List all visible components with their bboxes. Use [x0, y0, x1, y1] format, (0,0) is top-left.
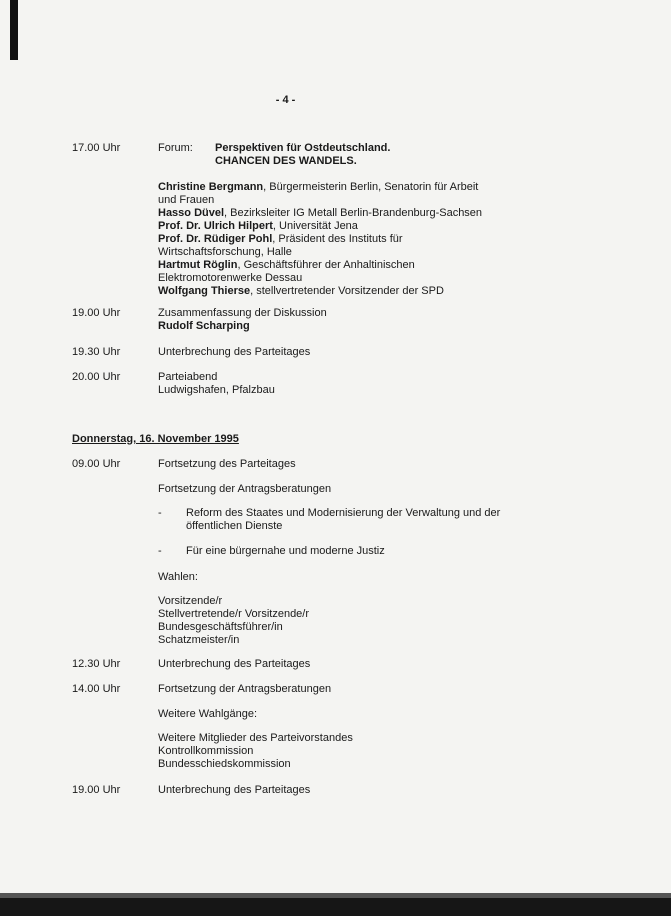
election-item: Schatzmeister/in: [158, 634, 240, 646]
time-break: 19.30 Uhr: [72, 346, 121, 358]
forum-title: [215, 142, 390, 168]
participant-list: [158, 181, 482, 298]
forum-title-line-2: CHANCEN DES WANDELS.: [215, 155, 357, 167]
further-list: [158, 732, 353, 771]
continue-text: Fortsetzung des Parteitages: [158, 458, 296, 470]
bullet-item: Reform des Staates und Modernisierung der Verwaltung und der öffentlichen Dienste: [186, 507, 501, 532]
election-item: Vorsitzende/r: [158, 595, 223, 607]
participant-line: und Frauen: [158, 194, 215, 206]
afternoon-text: Fortsetzung der Antragsberatungen: [158, 683, 332, 695]
bullet-item: Für eine bürgernahe und moderne Justiz: [186, 545, 385, 557]
forum-title-line-1: Perspektiven für Ostdeutschland.: [215, 142, 391, 154]
evening-location: Ludwigshafen, Pfalzbau: [158, 384, 275, 396]
break-noon-text: Unterbrechung des Parteitages: [158, 658, 311, 670]
further-item: Bundesschiedskommission: [158, 758, 291, 770]
participant-line: Wirtschaftsforschung, Halle: [158, 246, 292, 258]
break-evening-text: Unterbrechung des Parteitages: [158, 784, 311, 796]
time-break-evening: 19.00 Uhr: [72, 784, 121, 796]
time-summary: 19.00 Uhr: [72, 307, 121, 319]
break-text: Unterbrechung des Parteitages: [158, 346, 311, 358]
day-heading: Donnerstag, 16. November 1995: [72, 433, 239, 445]
time-break-noon: 12.30 Uhr: [72, 658, 121, 670]
election-item: Stellvertretende/r Vorsitzende/r: [158, 608, 310, 620]
participant-line: Elektromotorenwerke Dessau: [158, 272, 303, 284]
elections-label: Wahlen:: [158, 571, 198, 583]
scan-edge-bottom: [0, 898, 671, 916]
participant-line: Christine Bergmann, Bürgermeisterin Berlin, Senatorin für Arbeit: [158, 181, 479, 193]
elections-list: [158, 595, 309, 647]
participant-line: Wolfgang Thierse, stellvertretender Vorsitzender der SPD: [158, 285, 444, 297]
page-number: - 4 -: [275, 94, 296, 106]
evening-block: [158, 371, 275, 397]
further-label: Weitere Wahlgänge:: [158, 708, 258, 720]
election-item: Bundesgeschäftsführer/in: [158, 621, 283, 633]
time-continue: 09.00 Uhr: [72, 458, 121, 470]
time-afternoon: 14.00 Uhr: [72, 683, 121, 695]
summary-speaker: Rudolf Scharping: [158, 320, 250, 332]
bullet-mark: -: [158, 507, 162, 519]
participant-line: Prof. Dr. Ulrich Hilpert, Universität Jena: [158, 220, 358, 232]
bullet-mark: -: [158, 545, 162, 557]
summary-block: [158, 307, 327, 333]
scan-edge-left: [10, 0, 18, 60]
further-item: Weitere Mitglieder des Parteivorstandes: [158, 732, 353, 744]
evening-title: Parteiabend: [158, 371, 218, 383]
forum-label: Forum:: [158, 142, 193, 154]
participant-line: Hartmut Röglin, Geschäftsführer der Anhaltinischen: [158, 259, 415, 271]
time-evening: 20.00 Uhr: [72, 371, 121, 383]
further-item: Kontrollkommission: [158, 745, 254, 757]
participant-line: Hasso Düvel, Bezirksleiter IG Metall Berlin-Brandenburg-Sachsen: [158, 207, 483, 219]
motions-intro: Fortsetzung der Antragsberatungen: [158, 483, 332, 495]
summary-text: Zusammenfassung der Diskussion: [158, 307, 327, 319]
time-forum: 17.00 Uhr: [72, 142, 121, 154]
participant-line: Prof. Dr. Rüdiger Pohl, Präsident des Instituts für: [158, 233, 403, 245]
